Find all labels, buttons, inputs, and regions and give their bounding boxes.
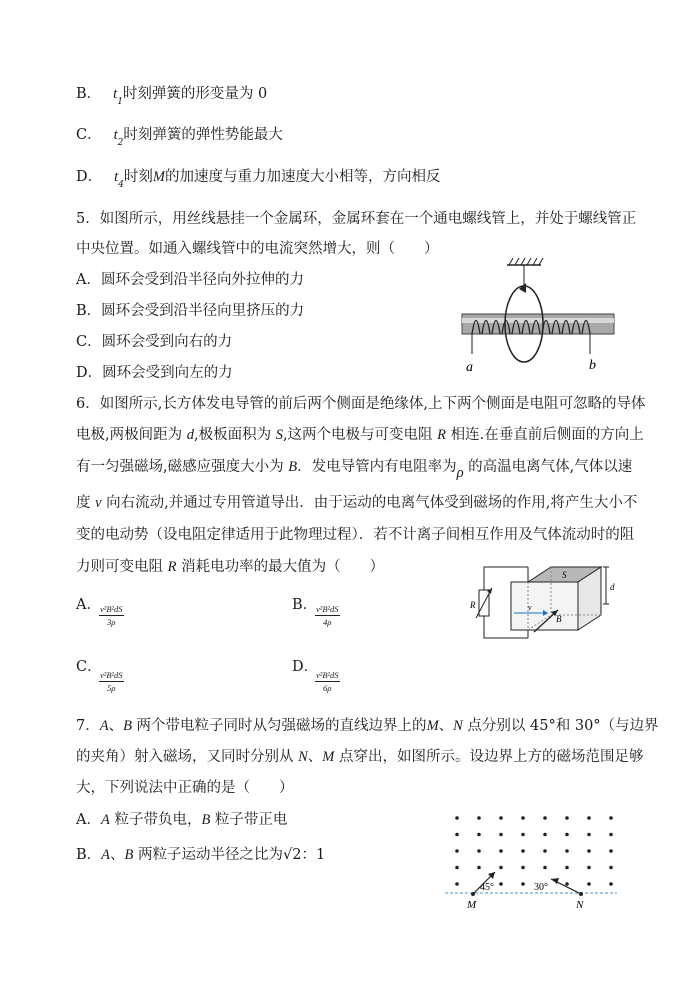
- field-dot: [587, 882, 591, 886]
- field-dot: [609, 849, 613, 853]
- field-dot: [499, 866, 503, 870]
- field-dot: [587, 849, 591, 853]
- q6-option-b-letter: B．: [292, 597, 318, 613]
- field-dot: [477, 849, 481, 853]
- q6-option-a-letter: A．: [76, 597, 101, 613]
- field-dot: [609, 882, 613, 886]
- q6-option-a-fraction: $\frac{\text{v²B²dS}}{3\rho}$: [100, 604, 123, 627]
- q6-stem-line5: 变的电动势（设电阻定律适用于此物理过程）．若不计离子间相互作用及气体流动时的阻: [76, 527, 635, 543]
- field-dot: [543, 849, 547, 853]
- field-dot: [521, 882, 525, 886]
- field-dot: [565, 816, 569, 820]
- field-dot: [455, 866, 459, 870]
- field-dot: [455, 816, 459, 820]
- field-dot: [587, 833, 591, 837]
- field-dot: [565, 882, 569, 886]
- angle-30-label: 30°: [534, 882, 548, 893]
- point-m-label: M: [467, 899, 477, 911]
- velocity-label: v: [528, 603, 532, 612]
- q6-option-c-letter: C．: [76, 659, 102, 675]
- field-dot: [521, 849, 525, 853]
- q5-option-d: D．圆环会受到向左的力: [76, 365, 233, 381]
- q6-option-d-fraction: $\frac{\text{v²B²dS}}{6\rho}$: [316, 670, 339, 693]
- q5-option-c: C．圆环会受到向右的力: [76, 334, 233, 350]
- field-dot: [521, 833, 525, 837]
- field-dot: [609, 866, 613, 870]
- field-dot: [499, 849, 503, 853]
- field-dot: [499, 833, 503, 837]
- q6-stem-line3: 有一匀强磁场,磁感应强度大小为 B．发电导管内有电阻率为ρ 的高温电离气体,气体以速: [76, 459, 633, 481]
- field-dot: [455, 849, 459, 853]
- field-dot: [521, 866, 525, 870]
- q7-option-b: B．A、B 两粒子运动半径之比为√2：1: [76, 847, 326, 863]
- field-dot: [455, 833, 459, 837]
- field-dot: [543, 833, 547, 837]
- field-dot: [455, 882, 459, 886]
- magnetic-field-figure: [445, 808, 620, 913]
- q6-stem-line4: 度 v 向右流动,并通过专用管道导出．由于运动的电离气体受到磁场的作用,将产生大小不: [76, 495, 638, 511]
- field-dot: [499, 816, 503, 820]
- field-dot: [565, 833, 569, 837]
- field-label: B: [556, 614, 562, 624]
- q6-stem-line1: 6．如图所示,长方体发电导管的前后两个侧面是绝缘体,上下两个侧面是电阻可忽略的导体: [76, 396, 646, 412]
- q5-stem-line2: 中央位置。如通入螺线管中的电流突然增大，则（ ）: [76, 241, 439, 257]
- q7-stem-line1: 7．A、B 两个带电粒子同时从匀强磁场的直线边界上的M、N 点分别以 45°和 30°（与边界: [76, 718, 659, 734]
- solenoid-ring-figure: [455, 252, 630, 377]
- field-dot: [565, 849, 569, 853]
- q7-stem-line3: 大，下列说法中正确的是（ ）: [76, 780, 294, 796]
- field-dot: [477, 816, 481, 820]
- q6-option-c-fraction: $\frac{\text{v²B²dS}}{5\rho}$: [100, 670, 123, 693]
- field-dot: [543, 816, 547, 820]
- plate-area-label: S: [562, 570, 567, 580]
- angle-45-label: 45°: [480, 882, 494, 893]
- q7-option-a: A．A 粒子带负电，B 粒子带正电: [76, 812, 288, 828]
- field-dot: [565, 866, 569, 870]
- q4-option-d: D． $t_4$时刻M的加速度与重力加速度大小相等，方向相反: [76, 169, 441, 190]
- field-dot: [521, 816, 525, 820]
- field-dot: [477, 833, 481, 837]
- solenoid-terminal-a: a: [466, 360, 473, 375]
- field-dot: [499, 882, 503, 886]
- field-dot: [477, 866, 481, 870]
- field-dot: [609, 833, 613, 837]
- q4-option-b: B． $t_1$时刻弹簧的形变量为 0: [76, 86, 268, 107]
- q6-option-b-fraction: $\frac{\text{v²B²dS}}{4\rho}$: [316, 604, 339, 627]
- q6-stem-line2: 电极,两极间距为 d,极板面积为 S,这两个电极与可变电阻 R 相连.在垂直前后侧面的方向上: [76, 427, 644, 443]
- q5-option-b: B．圆环会受到沿半径向里挤压的力: [76, 303, 305, 319]
- field-dot: [587, 816, 591, 820]
- field-dot: [587, 866, 591, 870]
- q6-stem-line6: 力则可变电阻 R 消耗电功率的最大值为（ ）: [76, 559, 385, 575]
- solenoid-terminal-b: b: [589, 358, 596, 373]
- point-n-label: N: [576, 899, 584, 911]
- generator-duct-figure: [466, 560, 616, 645]
- q7-stem-line2: 的夹角）射入磁场，又同时分别从 N、M 点穿出，如图所示。设边界上方的磁场范围足够: [76, 749, 644, 765]
- field-dot: [543, 866, 547, 870]
- resistor-label: R: [470, 600, 476, 610]
- q4-option-c: C． $t_2$时刻弹簧的弹性势能最大: [76, 127, 283, 148]
- gap-label: d: [610, 582, 615, 592]
- q5-option-a: A．圆环会受到沿半径向外拉伸的力: [76, 272, 304, 288]
- q5-stem-line1: 5．如图所示，用丝线悬挂一个金属环，金属环套在一个通电螺线管上，并处于螺线管正: [76, 211, 637, 227]
- q6-option-d-letter: D．: [292, 659, 319, 675]
- field-dot: [609, 816, 613, 820]
